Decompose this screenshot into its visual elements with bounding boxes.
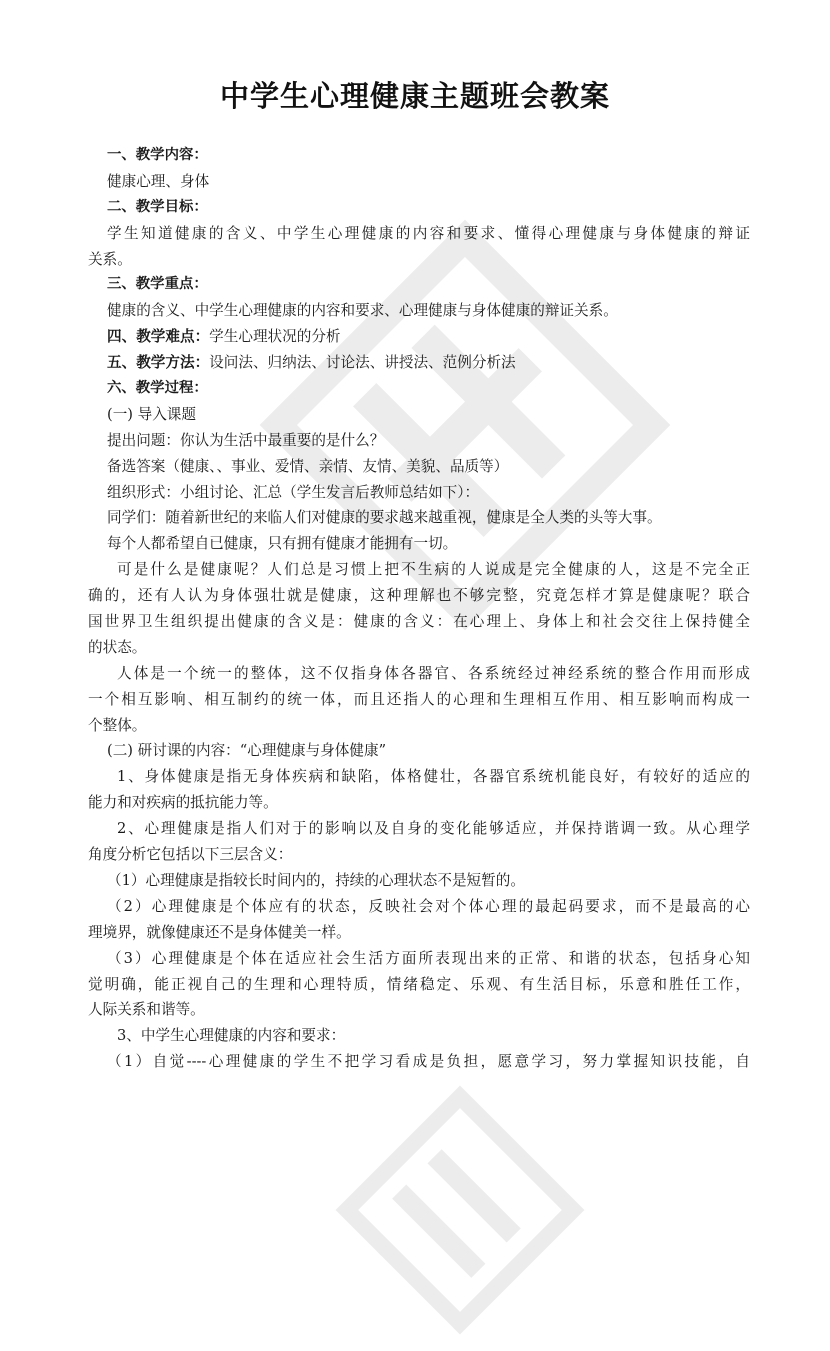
- paragraph-line: 一个相互影响、相互制约的统一体，而且还指人的心理和生理相互作用、相互影响而构成一: [88, 690, 750, 708]
- paragraph-line: 2、心理健康是指人们对于的影响以及自身的变化能够适应，并保持谐调一致。从心理学: [117, 820, 750, 838]
- document-title: 中学生心理健康主题班会教案: [219, 79, 610, 113]
- section-row: [88, 350, 750, 376]
- paragraph-line: 3、中学生心理健康的内容和要求：: [117, 1027, 346, 1045]
- paragraph-line: （1）心理健康是指较长时间内的，持续的心理状态不是短暂的。: [107, 871, 525, 889]
- paragraph-line: （1）自觉----心理健康的学生不把学习看成是负担，愿意学习，努力掌握知识技能，自: [107, 1053, 750, 1071]
- document-body: [88, 143, 750, 1075]
- paragraph-line: 个整体。: [88, 716, 147, 734]
- paragraph-line: 组织形式：小组讨论、汇总（学生发言后教师总结如下）：: [107, 483, 480, 501]
- paragraph-line: 确的，还有人认为身体强壮就是健康，这种理解也不够完整，究竟怎样才算是健康呢？联合: [88, 587, 750, 605]
- watermark-logo-icon: [319, 1069, 602, 1351]
- section-heading: 三、教学重点：: [107, 276, 208, 293]
- paragraph-line: 学生知道健康的含义、中学生心理健康的内容和要求、懂得心理健康与身体健康的辩证: [107, 224, 750, 242]
- section-body: 健康的含义、中学生心理健康的内容和要求、心理健康与身体健康的辩证关系。: [107, 302, 618, 320]
- paragraph-line: 备选答案（健康、、事业、爱情、亲情、友情、美貌、品质等）: [107, 457, 509, 475]
- paragraph-line: 每个人都希望自已健康，只有拥有健康才能拥有一切。: [107, 535, 458, 553]
- paragraph-line: 提出问题：你认为生活中最重要的是什么？: [107, 431, 385, 449]
- paragraph-line: （2）心理健康是个体应有的状态，反映社会对个体心理的最起码要求，而不是最高的心: [107, 897, 750, 915]
- paragraph-line: 人体是一个统一的整体，这不仅指身体各器官、各系统经过神经系统的整合作用而形成: [117, 664, 750, 682]
- section-heading: 二、教学目标：: [107, 198, 208, 215]
- paragraph-line: 角度分析它包括以下三层含义：: [88, 846, 293, 864]
- paragraph-line: 人际关系和谐等。: [88, 1001, 205, 1019]
- paragraph-line: 同学们：随着新世纪的来临人们对健康的要求越来越重视，健康是全人类的头等大事。: [107, 509, 662, 527]
- paragraph-line: 可是什么是健康呢？人们总是习惯上把不生病的人说成是完全健康的人，这是不完全正: [117, 561, 750, 579]
- paragraph-line: 1、身体健康是指无身体疾病和缺陷，体格健壮，各器官系统机能良好，有较好的适应的: [117, 768, 750, 786]
- section-heading: 一、教学内容：: [107, 147, 208, 163]
- paragraph-line: 能力和对疾病的抵抗能力等。: [88, 794, 278, 812]
- section-heading: 四、教学难点：: [107, 328, 210, 346]
- subsection-title: (二) 研讨课的内容：“心理健康与身体健康”: [107, 742, 387, 760]
- section-heading: 五、教学方法：: [107, 354, 210, 372]
- paragraph-line: 国世界卫生组织提出健康的含义是：健康的含义：在心理上、身体上和社会交往上保持健全: [88, 613, 750, 631]
- section-row: [88, 324, 750, 350]
- section-body: 健康心理、身体: [107, 172, 210, 190]
- paragraph-line: 的状态。: [88, 638, 147, 656]
- paragraph-line: （3）心理健康是个体在适应社会生活方面所表现出来的正常、和谐的状态，包括身心知: [107, 949, 750, 967]
- subsection-title: (一) 导入课题: [107, 405, 196, 423]
- section-heading: 六、教学过程：: [107, 380, 208, 397]
- paragraph-line: 觉明确，能正视自己的生理和心理特质，情绪稳定、乐观、有生活目标，乐意和胜任工作，: [88, 975, 750, 993]
- paragraph-line: 关系。: [88, 250, 132, 268]
- paragraph-line: 理境界，就像健康还不是身体健美一样。: [88, 923, 351, 941]
- section-body: 学生心理状况的分析: [209, 328, 341, 346]
- section-body: 设问法、归纳法、讨论法、讲授法、范例分析法: [209, 354, 516, 372]
